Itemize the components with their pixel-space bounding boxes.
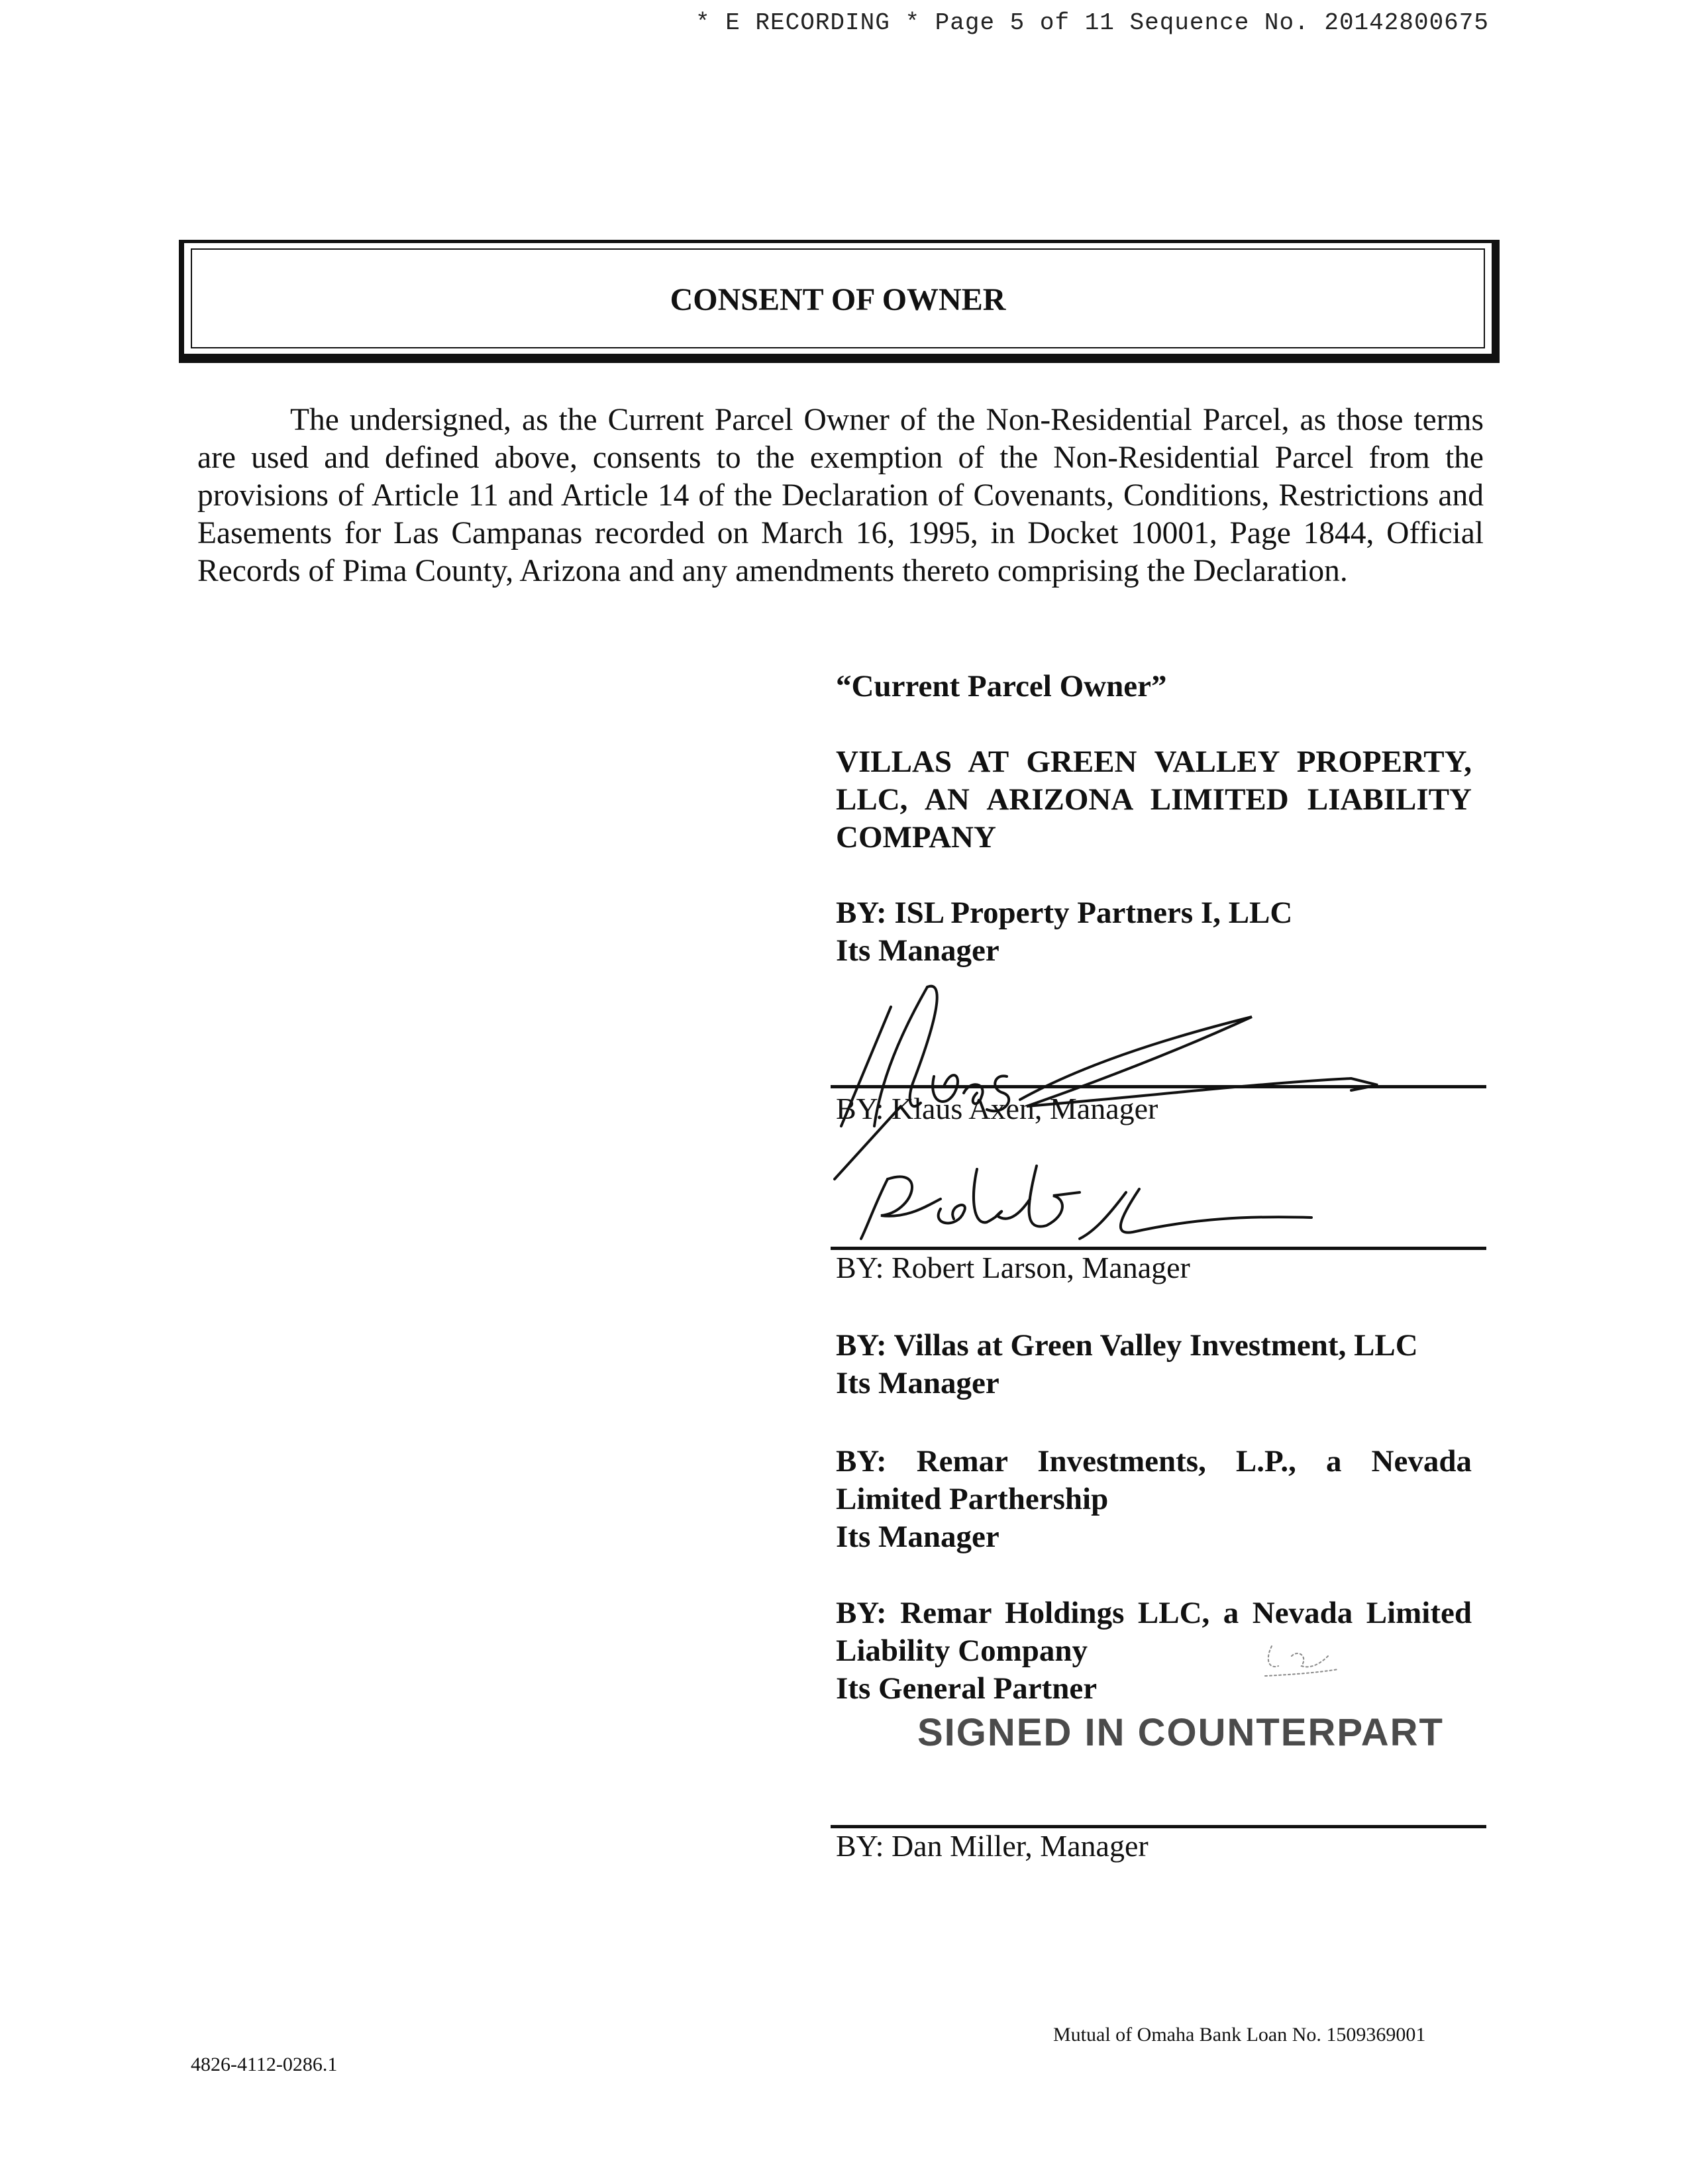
page-title: CONSENT OF OWNER [670,282,1006,317]
title-box [179,240,1500,363]
signer-dan-miller: BY: Dan Miller, Manager [836,1829,1149,1863]
by-remar-holdings: BY: Remar Holdings LLC, a Nevada Limited Liability Company [836,1596,1472,1668]
consent-paragraph: The undersigned, as the Current Parcel Owner of the Non-Residential Parcel, as those terms are used and defined above, consents to the exemption of the Non-Residential Parcel from the provisions of Article 11 and Article 14 of the Declaration of Covenants, Conditions, Restrictions and Easements for Las Campanas recorded on March 16, 1995, in Docket 10001, Page 1844, Official Records of Pima County, Arizona and any amendments thereto comprising the Declaration. [197,403,1484,588]
document-number: 4826-4112-0286.1 [191,2054,338,2075]
signer-klaus-axen: BY: Klaus Axen, Manager [836,1092,1158,1125]
recording-header: * E RECORDING * Page 5 of 11 Sequence No. 20142800675 [695,9,1489,36]
signed-in-counterpart-stamp: SIGNED IN COUNTERPART [917,1711,1444,1754]
by-isl-property-partners: BY: ISL Property Partners I, LLC [836,896,1293,930]
owner-entity: VILLAS AT GREEN VALLEY PROPERTY, LLC, AN ARIZONA LIMITED LIABILITY COMPANY [836,745,1472,855]
signer-robert-larson: BY: Robert Larson, Manager [836,1251,1190,1284]
robert-larson-signature [848,1153,1351,1252]
loan-reference: Mutual of Omaha Bank Loan No. 1509369001 [1053,2024,1426,2046]
remar-holdings-role: Its General Partner [836,1671,1098,1706]
villas-investment-role: Its Manager [836,1366,999,1400]
by-villas-investment: BY: Villas at Green Valley Investment, LLC [836,1328,1418,1363]
signature-line-axen [831,1085,1486,1088]
isl-role: Its Manager [836,933,999,968]
role-label: “Current Parcel Owner” [836,669,1167,703]
faint-initials-mark [1252,1636,1351,1683]
remar-investments-role: Its Manager [836,1520,999,1554]
by-remar-investments: BY: Remar Investments, L.P., a Nevada Limited Parthership [836,1444,1472,1516]
